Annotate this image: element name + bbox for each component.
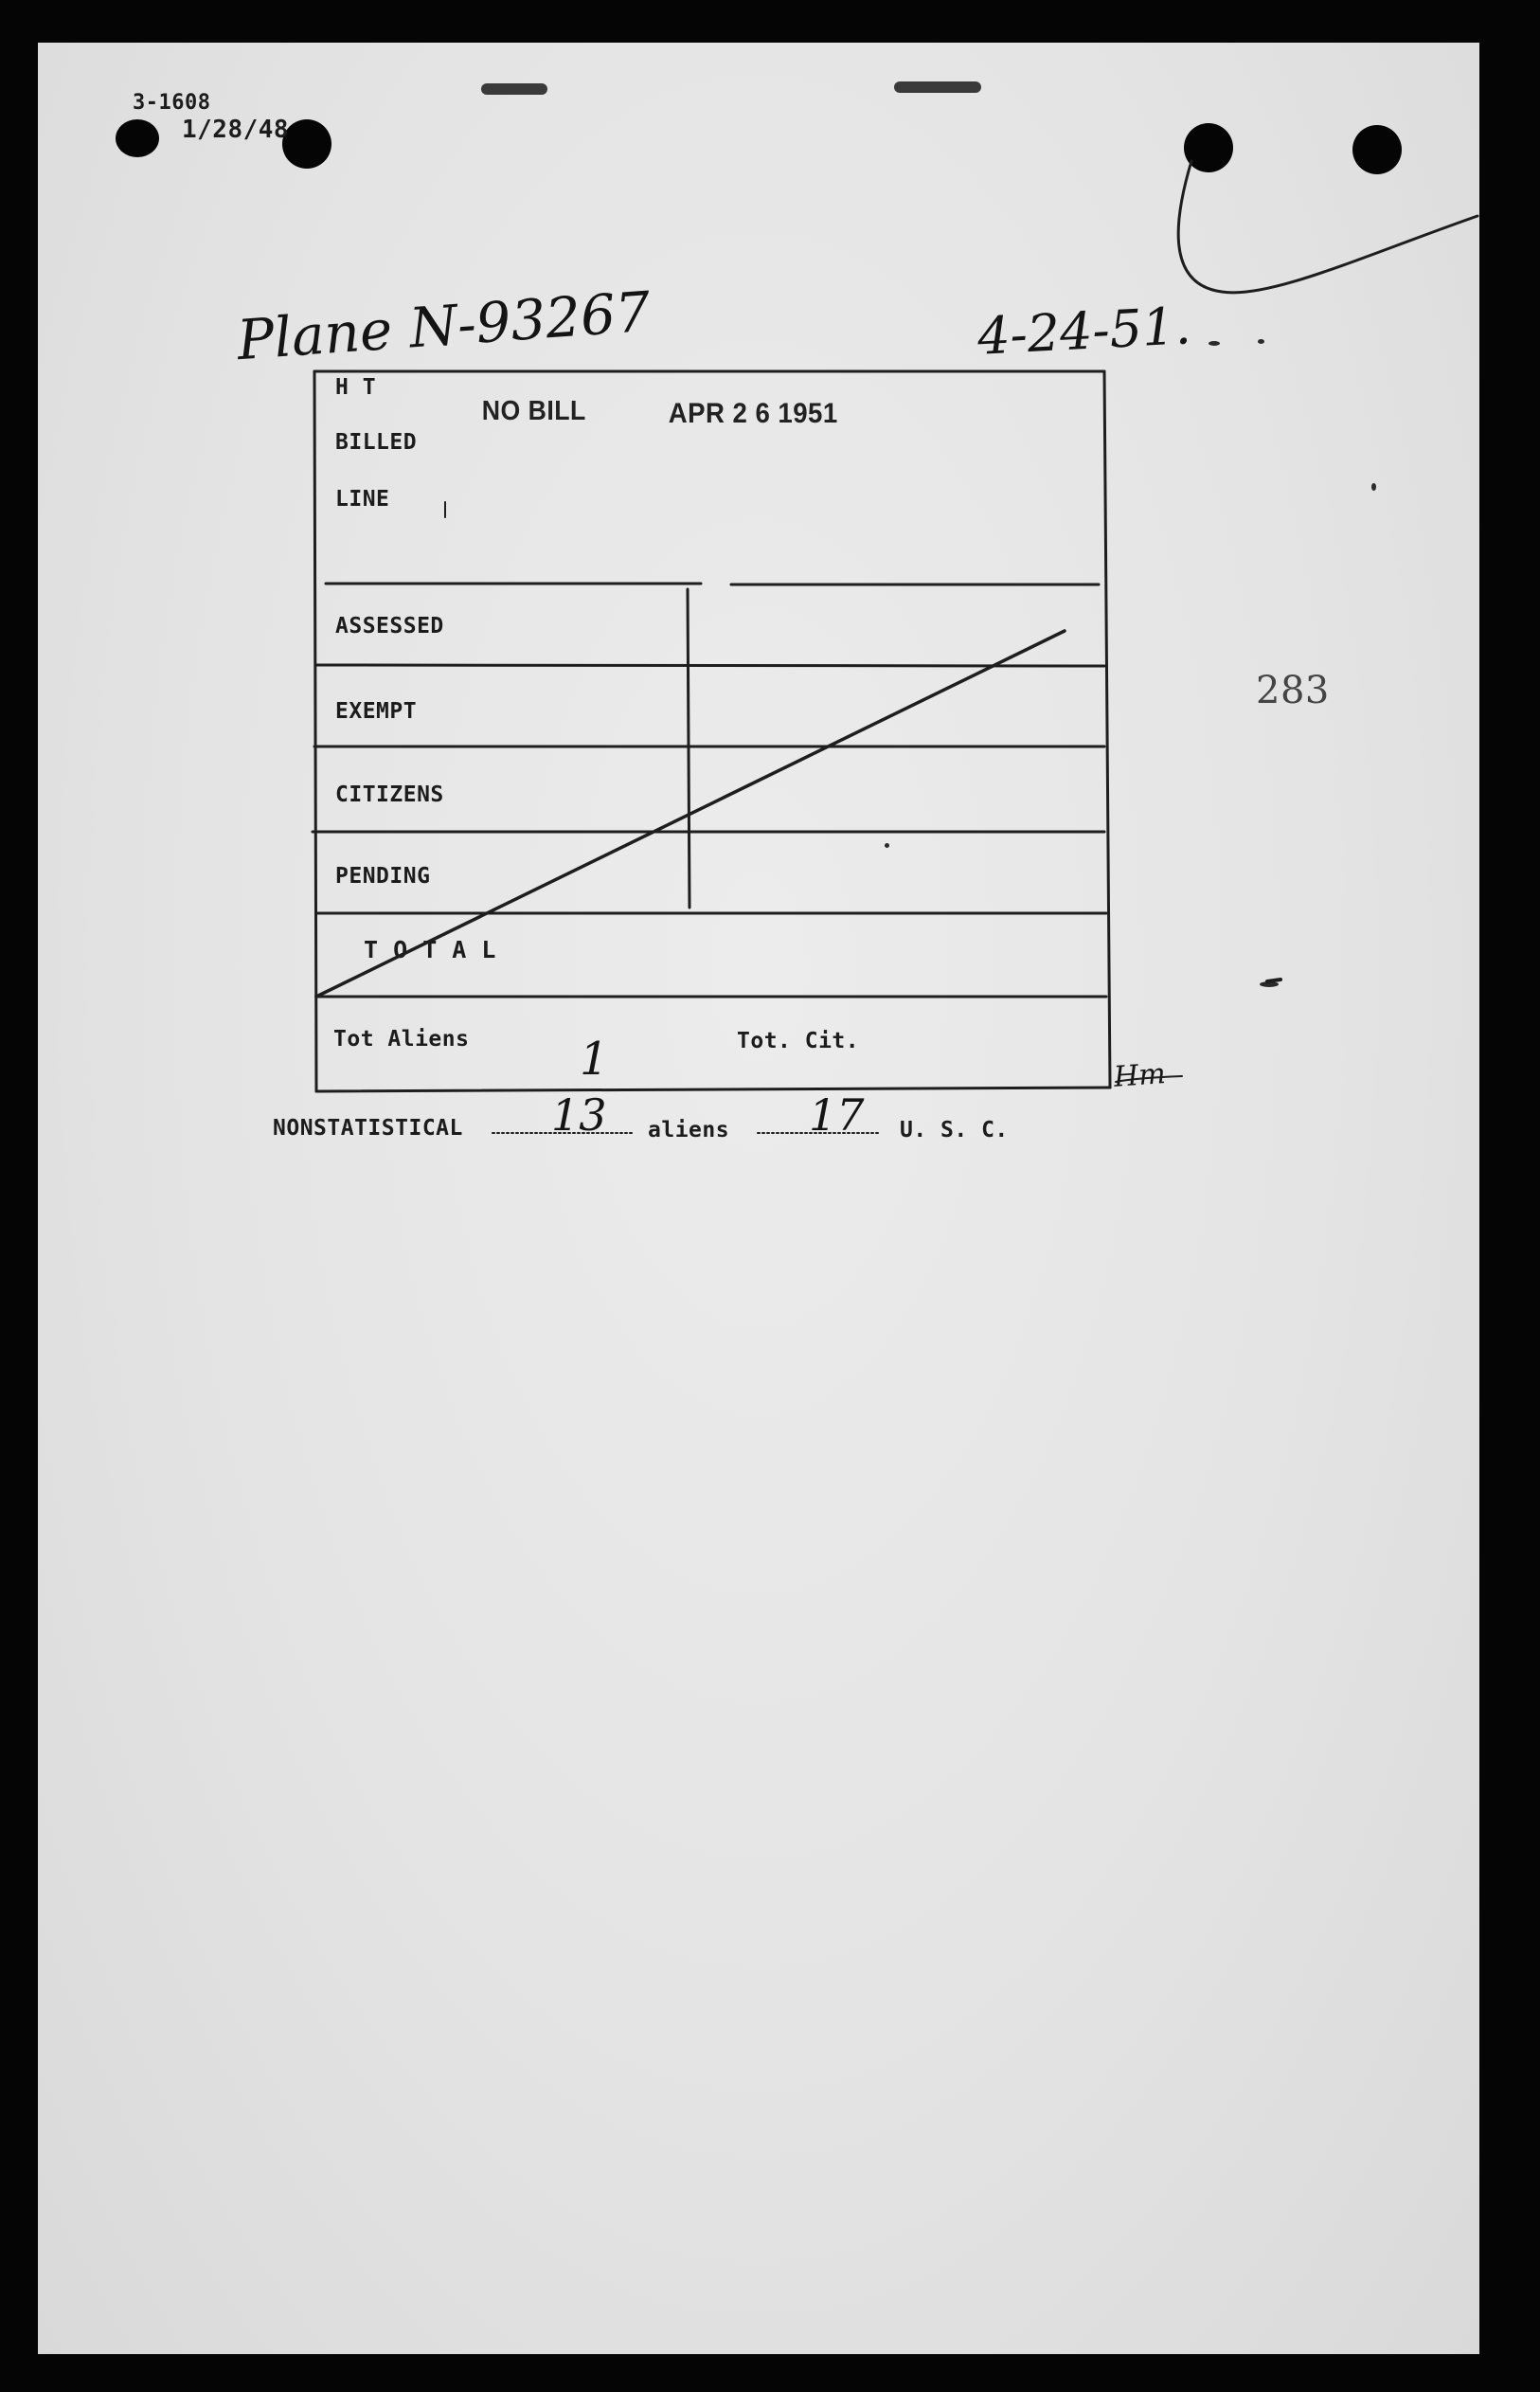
header-label-line: LINE <box>335 487 390 512</box>
plane-number-handwritten: Plane N-93267 <box>235 279 653 373</box>
nonstat-aliens-handwritten: 13 <box>551 1089 607 1141</box>
nonstatistical-label: NONSTATISTICAL <box>273 1116 463 1141</box>
tot-cit-label: Tot. Cit. <box>737 1029 860 1053</box>
row-label-assessed: ASSESSED <box>335 614 444 638</box>
date-handwritten: 4-24-51. <box>976 296 1192 367</box>
form-code-line1: 3-1608 <box>133 91 211 115</box>
nonstat-usc-handwritten: 17 <box>809 1089 865 1141</box>
total-label: T O T A L <box>364 936 496 963</box>
aliens-label: aliens <box>648 1118 730 1142</box>
row-label-citizens: CITIZENS <box>335 782 444 807</box>
row-label-exempt: EXEMPT <box>335 699 418 724</box>
form-code-line2: 1/28/48 <box>182 116 290 144</box>
header-label-ht: H T <box>335 375 377 400</box>
row-label-pending: PENDING <box>335 864 431 889</box>
header-label-billed: BILLED <box>335 430 418 455</box>
usc-label: U. S. C. <box>900 1118 1009 1142</box>
no-bill-stamp: NO BILL <box>481 396 586 426</box>
page-number: 283 <box>1256 669 1330 712</box>
tot-aliens-label: Tot Aliens <box>333 1027 470 1052</box>
date-stamp: APR 2 6 1951 <box>668 398 838 429</box>
aliens-count-handwritten: 1 <box>580 1033 609 1086</box>
initials-handwritten: Hm <box>1112 1057 1167 1094</box>
